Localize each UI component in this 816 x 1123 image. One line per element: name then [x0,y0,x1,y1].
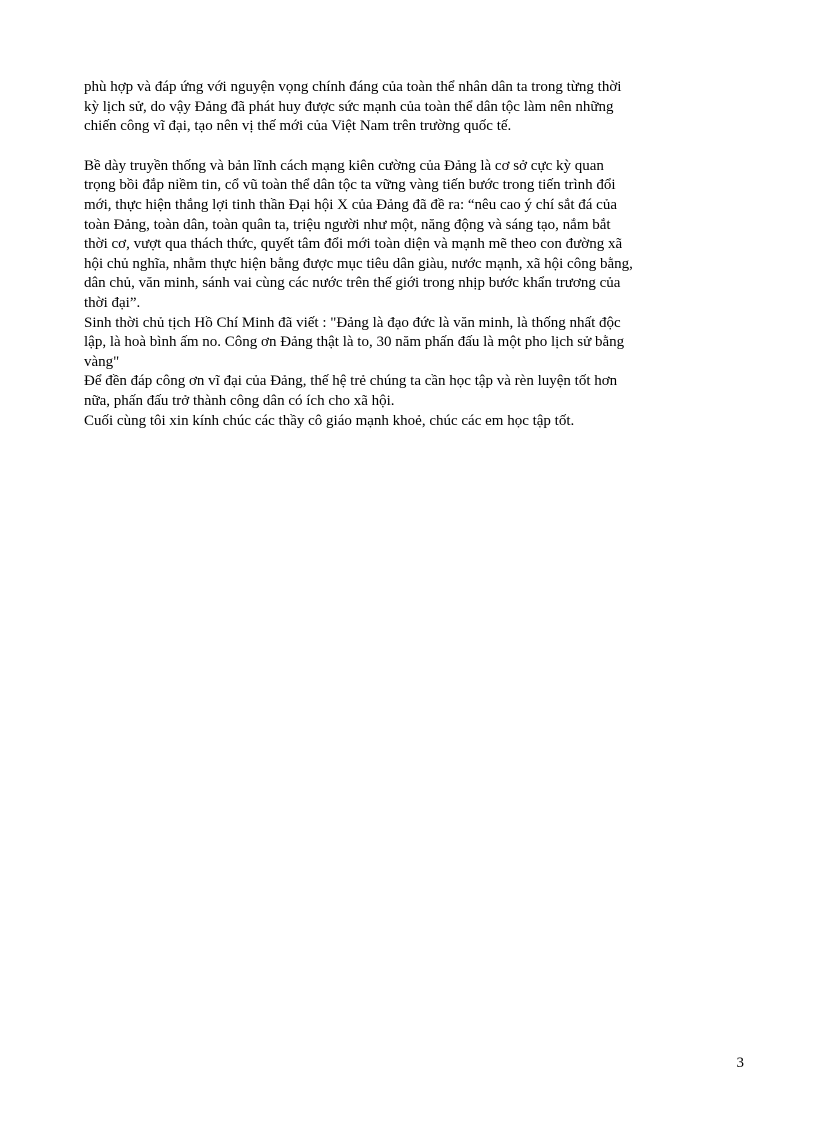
text-line: hội chủ nghĩa, nhằm thực hiện bằng được mục tiêu dân giàu, nước mạnh, xã hội công bằng, [84,255,633,272]
text-line: lập, là hoà bình ấm no. Công ơn Đảng thật là to, 30 năm phấn đấu là một pho lịch sử bằng [84,334,625,351]
text-line: phù hợp và đáp ứng với nguyện vọng chính đáng của toàn thể nhân dân ta trong từng thời [84,79,622,95]
text-line: Sinh thời chủ tịch Hồ Chí Minh đã viết : "Đảng là đạo đức là văn minh, là thống nhất độc [84,314,621,331]
text-line: thời đại”. [84,294,141,311]
text-line: nữa, phấn đấu trở thành công dân có ích cho xã hội. [84,392,395,409]
paragraph-3 [84,314,734,373]
body-text [84,78,734,431]
paragraph-5 [84,412,734,432]
paragraph-4 [84,372,734,411]
text-line: dân chủ, văn minh, sánh vai cùng các nước trên thế giới trong nhịp bước khẩn trương của [84,275,621,292]
text-line: mới, thực hiện thắng lợi tinh thần Đại hội X của Đảng đã đề ra: “nêu cao ý chí sắt đá của [84,196,617,213]
text-line: Bề dày truyền thống và bản lĩnh cách mạng kiên cường của Đảng là cơ sở cực kỳ quan [84,157,604,174]
text-line: kỳ lịch sử, do vậy Đảng đã phát huy được sức mạnh của toàn thể dân tộc làm nên những [84,98,614,115]
page-number: 3 [736,1055,744,1071]
text-line: vàng" [84,353,120,370]
text-line: Để đền đáp công ơn vĩ đại của Đảng, thế hệ trẻ chúng ta cần học tập và rèn luyện tốt hơn [84,373,618,390]
text-line: thời cơ, vượt qua thách thức, quyết tâm đổi mới toàn diện và mạnh mẽ theo con đường xã [84,236,623,253]
paragraph-1 [84,78,734,137]
text-line: trọng bồi đắp niềm tin, cổ vũ toàn thể dân tộc ta vững vàng tiến bước trong tiến trình đổi [84,177,616,194]
text-line: Cuối cùng tôi xin kính chúc các thầy cô giáo mạnh khoẻ, chúc các em học tập tốt. [84,412,575,429]
text-line: chiến công vĩ đại, tạo nên vị thế mới của Việt Nam trên trường quốc tế. [84,118,512,135]
paragraph-spacer [84,137,734,157]
paragraph-2 [84,157,734,314]
text-line: toàn Đảng, toàn dân, toàn quân ta, triệu người như một, năng động và sáng tạo, nắm bắt [84,216,611,233]
